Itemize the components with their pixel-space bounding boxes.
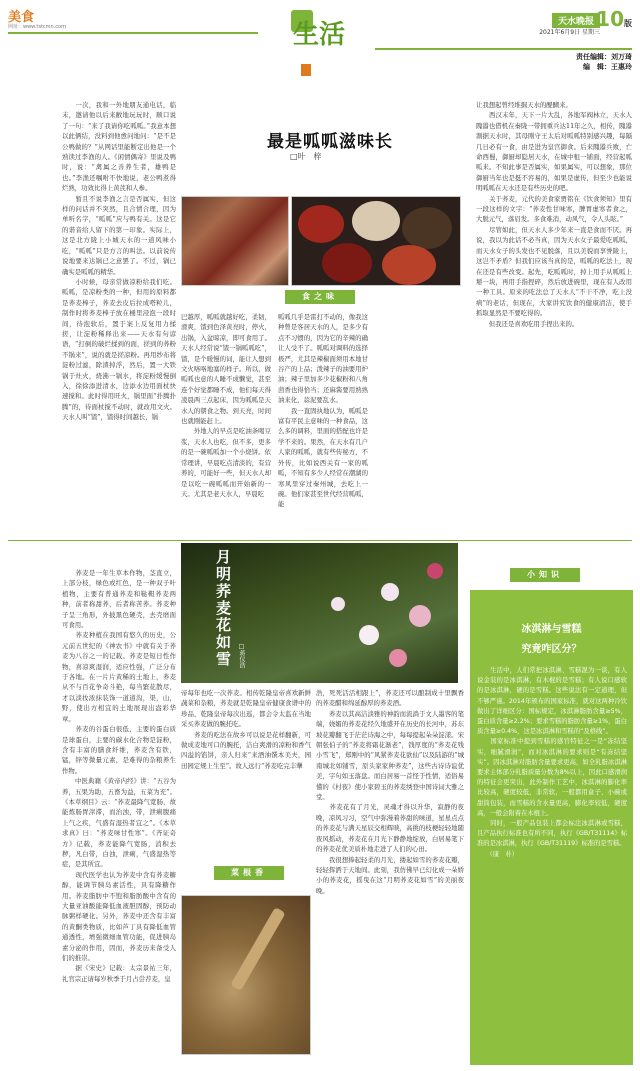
bowl-garlic — [352, 201, 400, 241]
flower-4 — [427, 563, 443, 579]
photo-buckwheat-flowers — [181, 543, 458, 683]
article1-col3: 呱呱几乎是雷打不动的，像我这种曾是客居天水的人，是多少有点不习惯的，因为它的辛辣的确让人受不了。呱呱对调料的选择极严，尤其是辣椒面须用本地甘谷产的上品；泼辣子的油要用炉油；辣子里加多少花椒粉和八角茴香也得恰当；还麻酱要用熟熟油来化，蒜泥要乱水。 我一直固执地认为，呱呱是富有平民主意味的一种食品，这么多的调料，里面的搭配也许是学不来的。果然，在天水有几户人家的呱呱，就有些传秘方，不外传，比如说西关有一家的呱呱，不知有多少人经常在潮湖的寒风里穿过秦州城，去吃上一碗。他们家甚至世代经营呱呱，能 — [278, 313, 368, 509]
article2-author: □蒋仪浩 — [238, 643, 245, 668]
article1-col3b — [374, 312, 470, 532]
article2-col1: 荞麦是一年生草本作物，茎直立，上部分枝，绿色或红色，是一种双子叶植物，主要有普通荞麦和鞑靼荞麦两种，前者称甜荞，后者称苦荞。荞麦种子呈三角形，外披黑色硬壳，去壳磨面可食用。 荞麦种植在我国有悠久的历史，公元前五世纪的《神农书》中就有关于荞麦为八谷之一的记载。荞麦是短日性作物，喜凉爽湿润，适应性强，广泛分布于各地。在一片片黄稀的土地上，荞麦从不与百花争奇斗艳，每当繁花散尽，才以淡妆浓抹装饰一道道沟，渠，山，野，使出方相宜的土地展现出盎彩华章。 荞麦的谷蛋白很低，主要的蛋白质是球蛋白，主要的碳水化合物是淀粉，含有丰富的膳食纤维，荞麦含有铁，锰，锌等微量元素，是难得的杂粮养生作物。 中医典籍《黄帝内经》讲：“五谷为养，五果为助，五畜为益，五菜为充”。《本草纲目》云：“荞麦最降气宽肠，故能炼肠胃滓滞，而治浊，带，泄痢腹痛上气之疾，气盛有湿热者宜之”。《本草求真》曰：“荞麦味甘性寒”。《齐证奇方》记载，荞麦能降气宽肠，消积去秽，凡白带，白浊，泄痢，气盛湿热等症，是其所宜。 现代医学也认为荞麦中含有荞麦糖醇，能调节胰岛素活性，具有降糖作用。荞麦脂肪中不饱和脂肪酸中含有的大量亚油酸能降低血液胆固醇，预防动脉粥样硬化。另外，荞麦中还含有丰富的黄酮类物质，比如芦丁具有降低血管通透性，增强微细血管功能，促进胰岛素分泌的作用，因而，荞麦历来备受人们的推崇。 据《宋史》记载：太宗景祐三年，礼官宗正请每岁秋季于月占尝荐麦，皇 — [62, 569, 176, 983]
wooden-spoon — [230, 907, 285, 991]
sidebar-label: 小知识 — [510, 568, 580, 582]
article1-section-label: 食之味 — [285, 290, 355, 304]
paper-name: 天水晚报 — [552, 13, 600, 28]
header-rule-left — [8, 32, 258, 34]
flower-3 — [359, 625, 379, 645]
masthead-title: 生活 — [293, 20, 346, 50]
flower-1 — [381, 583, 399, 601]
article1-author: □叶 梓 — [290, 152, 322, 161]
page-number: 10版 — [596, 7, 632, 31]
sidebar-title: 冰淇淋与雪糕 — [521, 624, 582, 635]
article1-title: 最是呱呱滋味长 — [267, 132, 393, 152]
sidebar-body: 生活中，人们常把冰淇淋、雪糕混为一谈，有人说金装的是冰淇淋，有木棍的是雪糕；有人说口感软的是冰淇淋，硬的是雪糕。这些说法有一定道理，但不够严谨。2014年颁布的国家标准，就对这两种冷饮做出了详细区分：国标规定，冰淇淋脂肪含量≥5%，蛋白质含量≥2.2%；要求雪糕的脂肪含量≥1%，蛋白质含量≥0.4%，这是冰淇淋和雪糕的“及格线”。 国家标准中提到雪糕的感官特征之一是“冻结坚实，细腻滑润”，而对冰淇淋的要求则是“有冻结坚实”。因冰淇淋对脂肪含量要求更高，如全乳脂冰淇淋要求主体部分乳脂质量分数为8%以上，因此口感滑润的特征会更突出，此外制作工艺中，冰淇淋的膨化率比较高，硬度较低，非常软，一般都用盒子、小碗或甜筒包装，而雪糕的含水量更高，膨化率较低，硬度高，一般会附着在木棍上。 同时，一般产品包装上都会标注冰淇淋或雪糕，且产品执行标准也有所不同，执行《GB/T31114》标准的是冰淇淋，执行《GB/T31119》标准的是雪糕。 （康 朴） — [477, 667, 627, 858]
designer-credit: 编 辑：王惠玲 — [583, 63, 632, 71]
article1-col1: 一次，我和一外地朋友通电话，临末，邀请他以后来敝地玩玩时，顺口说了一句：“来了我请你吃呱呱。”我意本想以此俩结，没料到他愈问地问：“是不是公鸭做的？”从网话里能断定出他是一个熟读过李渔的人。《闲情偶寄》里说及鸭时，说：“禽属之善养生者，雄鸭是也。”李渔还嘱咐不快地说，老公鸭煮得烂熟，功效比得上黄芪和人参。 暂且不说李渔之言是否属实，但这样的问话并不突然，且合情合理，因为单听名字，“呱呱”应与鸭有关。这是它的谐音给人留下的第一印象。实际上，这是北方陇上小城天水的一道风味小吃，“呱呱”只是方言的叫法。以前说传说地要来达锅已之意罢了。不过，锅已确实是呱呱的精华。 小时候，母亲常做凉粉给我们吃。呱呱，是凉粉类的一种，但用的原料都是荞麦棒子，荞麦去皮后拉成嗒粒儿，制作时将荞麦棒子放在桶里浸泡一段时间，待泡软后，置于案上反复用力揉搓，让淀粉稀释出来——天水有句谚语，“打倒的破烂揉到的面，搓到的荞粉不锅来”，说的就是搓凉粉。再用纱布将淀粉过滤，除渣掉浮，然后，置一大铁锅于灶火，烧沸一锅水，将淀粉缓慢倒入，徐徐添进清水，边添水边用面杖快速搅和。此时得用旺火，锅里面“扑腾扑腾”的，待面杖搅不动时，就改用文火。天水人叫“馇”，馇得时间越长，锅 — [62, 101, 176, 422]
bowl-chili — [298, 205, 344, 243]
section-name: 美食 — [8, 10, 35, 25]
flower-5 — [389, 649, 407, 667]
sidebar-subtitle: 究竟咋区分？ — [521, 644, 582, 655]
bowl-sesame — [402, 207, 452, 249]
masthead-logo — [291, 10, 351, 76]
bowl-oil — [322, 243, 372, 283]
issue-date: 2021年6月9日 星期三 — [539, 29, 600, 36]
photo-condiments — [291, 196, 461, 286]
article2-title: 月明荞麦花如雪 — [214, 549, 232, 668]
article1-col4: 让我想起曾经堆掘天水的醍醐来。 西汉末年，天下一片大乱，各地军阀林立，天水人隗嚣也借机在秦陇一带拥重兵达11年之久，相传，隗嚣割据天水时，其母刚守王太后对呱呱特别感兴趣，每隔几日必有一食，由是进为皇宫御食。后来隗嚣兵败，亡命西蜀，御厨却隐居天水，在城中租一铺面，经营起呱呱来。不知此事是否属实，如果属实，可以想象，那位御厨当年也是挺不容易的，如果是虚传，但至少也能说明呱呱在天水还是有些历史的吧。 关于荞麦，元代的美食家贾铭在《饮食须知》里有一段这样的文字：“荞麦性甘味寒，脾胃虚寒者食之，大脱元气，落眉发。多食难消，动风气，令人头眩。” 尽管如此，但天水人多少年来一直是食而不厌。再说，我以为此话不必当真，因为天水女子最爱吃呱呱，而天水女子的头发也不见脱落，且以美貌而享誉陇上，这岂不矛盾？但我们应该当真的是，呱呱的吃法上，现在还是有些改变。起先，吃呱呱时，掉上用手从呱呱上掰一块，再用手指捏碎，然后放进碗里，现在有人改用一种工具。原来的吃法总了天水人“不干不净，吃上没病”的老话，但现在，大家讲究饮食的健康清洁，使手抓取显然是不要吃得的。 但我还是喜欢吃用手捏出来的。 — [476, 101, 632, 328]
flower-2 — [409, 605, 431, 627]
bowl-vinegar — [382, 245, 436, 285]
flower-6 — [331, 597, 345, 611]
article2-section-label: 菜根香 — [214, 866, 284, 880]
article2-col3: 浩，死死活活相跟上”，荞麦还可以酿制成十里飘香的荞麦醋和绵延醇厚的荞麦酒。 荞麦以其高洁淡雅的神韵而流淌于文人墨客的笔端，娆媚的荞麦花经久地盛开在历史的长河中，苏东坡花瓣翻飞于茫茫诗海之中，每每提起朵朵淀漾。宋朝张伯子的“荞麦将霜花渐老”，钱厚度的“荞麦花残小雪飞”，郑刚中的“风紧荞麦花欲仙”以及陆游的“城南城北如铺雪，原头家家种荞麦”，这些古诗诗谊优美，字句如玉落盘。而白居易一首怪于性情，适俗易懂的《村夜》使小家碧玉的荞麦绣登中国诗词大雅之堂。 荞麦花有了月光，灵魂才得以升华，寂静的夜晚，凉风习习，空气中弥漫着荞甜的味道，星星点点的荞麦花与满天星辰交相辉映，高挑的枝梗轻轻地随夜风摇动，荞麦花在月光下静静地绽放，白居易笔下的荞麦花优美质朴地走进了人们的心田。 我很想捧起轻柔的月光，搂起如雪的荞麦花瓣，轻轻挥洒于天地间。此刻，我仿佛早已幻化成一朵娇小的荞麦花，摇曳在这“月明荞麦花如雪”的美丽夜晚。 — [316, 689, 464, 895]
photo-buckwheat-grain — [181, 895, 311, 1055]
masthead-seal — [301, 64, 311, 76]
editor-credit: 责任编辑：刘万琦 — [576, 53, 632, 61]
article2-col2: 帝每年也吃一次荞麦。相传乾隆皇帝喜欢新鲜蔬菜和杂粮，荞麦就是乾隆皇帝健康食谱中的珍品，乾隆皇帝每次出巡，都会令太监在当地采买荞麦做的腕托吃。 荞麦的吃法在故乡可以说是花样翻新，可做成麦地可口的腕托，洁白爽滑的凉粉和香气四溢的馅饼，亲人归来“来酒油馔本美夫，园田园定规上生至”。故人远行“荞麦吃完丰犟 — [181, 689, 311, 770]
section-divider — [8, 540, 632, 541]
site-url[interactable]: 网址：www.tstcmn.com — [8, 24, 66, 30]
header-rule-right — [375, 48, 632, 50]
article1-col2: 巴越厚，呱呱就越好吃，柔韧，滑爽，馇到色泽黄亮时，停火，出锅，入盆晾凉，即可食用了。天水人经常说“馇一锅呱呱吃”，馇，是个暖慢的词，能让人想到文火咯咯地塞的样子。所以，做呱呱也意的人睡不成懒觉，甚至连个好觉都睡不成，他们每天得凌晨两三点起床，因为呱呱是天水人的朝食之物。到天亮，时间也就刚能赶上。 外地人的早点是吃油条喝豆浆，天水人也吃，但不多，更多的是一碗呱呱加一个小烧饼。依常理讲，早晨吃点清淡的，有营养的，可能好一些，但天水人却是以吃一碗呱呱而开始新的一天。尤其是老天水人，早晨吃 — [181, 313, 271, 498]
photo-guagua-dish — [181, 196, 289, 286]
